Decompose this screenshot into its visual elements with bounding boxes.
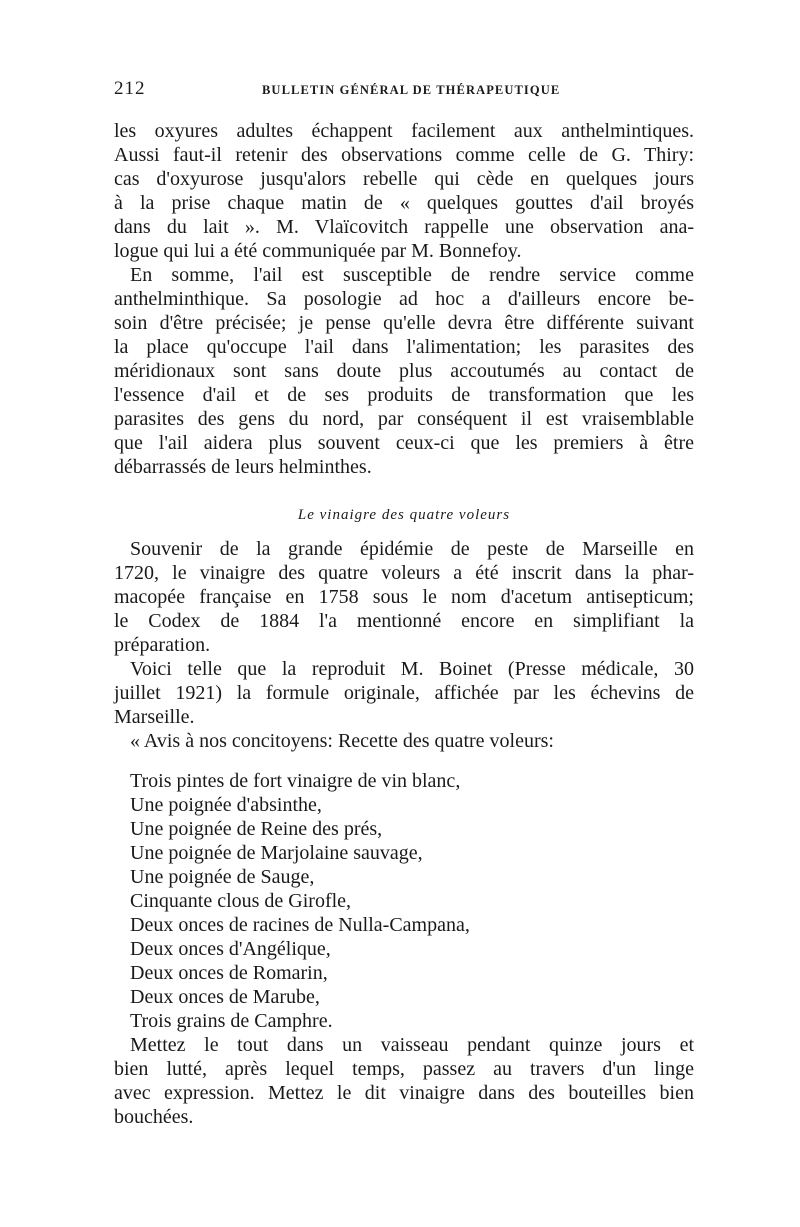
text-line: avec expression. Mettez le dit vinaigre dans des bouteilles bien xyxy=(114,1082,694,1104)
text-line: cas d'oxyurose jusqu'alors rebelle qui cède en quelques jours xyxy=(114,168,694,190)
text-line: débarrassés de leurs helminthes. xyxy=(114,456,372,478)
text-line: 1720, le vinaigre des quatre voleurs a été inscrit dans la phar- xyxy=(114,562,694,584)
text-line: macopée française en 1758 sous le nom d'acetum antisepticum; xyxy=(114,586,694,608)
text-line: Marseille. xyxy=(114,706,195,728)
text-line: que l'ail aidera plus souvent ceux-ci que les premiers à être xyxy=(114,432,694,454)
recipe-line: Une poignée d'absinthe, xyxy=(130,794,322,816)
recipe-line: Trois grains de Camphre. xyxy=(130,1010,333,1032)
running-title: BULLETIN GÉNÉRAL DE THÉRAPEUTIQUE xyxy=(262,83,561,97)
text-line: Voici telle que la reproduit M. Boinet (Presse médicale, 30 xyxy=(130,658,694,680)
text-line: logue qui lui a été communiquée par M. Bonnefoy. xyxy=(114,240,522,262)
recipe-line: Une poignée de Sauge, xyxy=(130,866,315,888)
recipe-line: Deux onces de racines de Nulla-Campana, xyxy=(130,914,470,936)
recipe-line: Cinquante clous de Girofle, xyxy=(130,890,352,912)
recipe-line: Une poignée de Reine des prés, xyxy=(130,818,383,840)
text-line: le Codex de 1884 l'a mentionné encore en simplifiant la xyxy=(114,610,694,632)
text-line: méridionaux sont sans doute plus accoutumés au contact de xyxy=(114,360,694,382)
text-line: soin d'être précisée; je pense qu'elle devra être différente suivant xyxy=(114,312,694,334)
text-line: En somme, l'ail est susceptible de rendre service comme xyxy=(130,264,694,286)
text-line: parasites des gens du nord, par conséquent il est vraisemblable xyxy=(114,408,694,430)
text-line: juillet 1921) la formule originale, affichée par les échevins de xyxy=(114,682,694,704)
recipe-line: Trois pintes de fort vinaigre de vin blanc, xyxy=(130,770,461,792)
text-line: Souvenir de la grande épidémie de peste de Marseille en xyxy=(130,538,694,560)
recipe-line: Deux onces de Romarin, xyxy=(130,962,328,984)
text-line: dans du lait ». M. Vlaïcovitch rappelle une observation ana- xyxy=(114,216,694,238)
text-line: bien lutté, après lequel temps, passez au travers d'un linge xyxy=(114,1058,694,1080)
section-heading: Le vinaigre des quatre voleurs xyxy=(297,507,511,523)
text-line: la place qu'occupe l'ail dans l'alimentation; les parasites des xyxy=(114,336,694,358)
text-line: l'essence d'ail et de ses produits de transformation que les xyxy=(114,384,694,406)
page-number: 212 xyxy=(114,78,146,99)
text-line: Mettez le tout dans un vaisseau pendant quinze jours et xyxy=(130,1034,694,1056)
text-line: bouchées. xyxy=(114,1106,194,1128)
recipe-line: Deux onces d'Angélique, xyxy=(130,938,331,960)
text-line: « Avis à nos concitoyens: Recette des quatre voleurs: xyxy=(130,730,554,752)
text-line: anthelminthique. Sa posologie ad hoc a d'ailleurs encore be- xyxy=(114,288,694,310)
text-line: Aussi faut-il retenir des observations comme celle de G. Thiry: xyxy=(114,144,694,166)
recipe-line: Une poignée de Marjolaine sauvage, xyxy=(130,842,423,864)
text-line: les oxyures adultes échappent facilement aux anthelmintiques. xyxy=(114,120,694,142)
text-line: préparation. xyxy=(114,634,211,656)
text-line: à la prise chaque matin de « quelques gouttes d'ail broyés xyxy=(114,192,694,214)
recipe-line: Deux onces de Marube, xyxy=(130,986,320,1008)
